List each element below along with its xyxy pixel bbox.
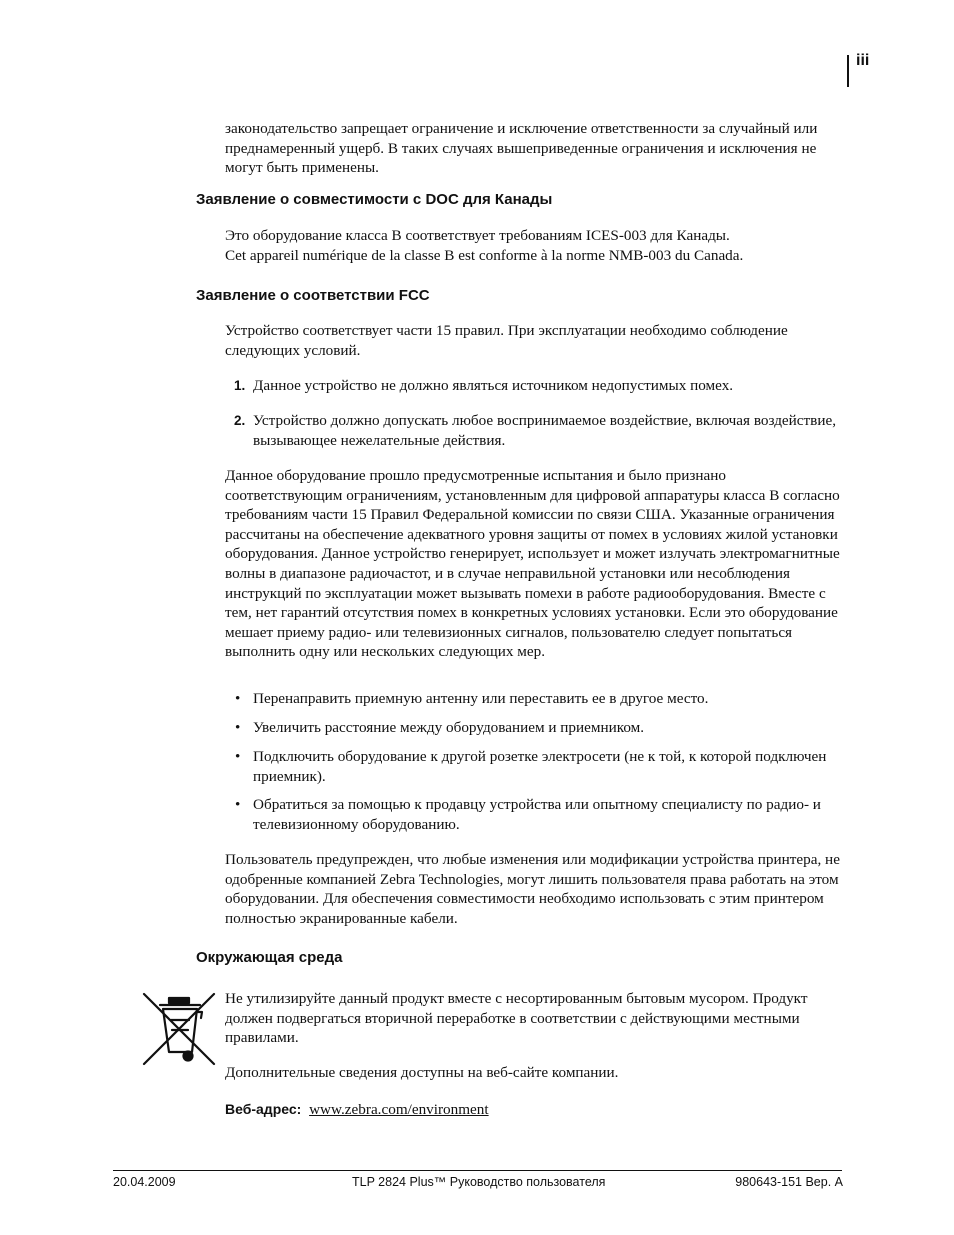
list-item-text: Увеличить расстояние между оборудованием и приемником. [253, 719, 645, 736]
list-number: 1. [234, 378, 246, 393]
doc-canada-heading: Заявление о совместимости с DOC для Канады [196, 191, 553, 208]
fcc-warning: Пользователь предупрежден, что любые изменения или модификации устройства принтера, не одобренные компанией Zebra Technologies, могут лишить пользователя права работать на этом оборудовании. Для обеспечения совместимости необходимо использовать с этим принтером полностью экранированные кабели. [225, 851, 840, 927]
bullet: • [235, 748, 241, 765]
footer-rule [113, 1170, 842, 1171]
fcc-measure-4 [225, 795, 845, 834]
intro-paragraph: законодательство запрещает ограничение и исключение ответственности за случайный или преднамеренный ущерб. В таких случаях вышеприведенные ограничения и исключения не могут быть применены. [225, 120, 818, 177]
fcc-paragraph: Данное оборудование прошло предусмотренные испытания и было признано соответствующим ограничениям, установленным для цифровой аппаратуры класса В согласно требованиям части 15 Правил Федеральной комиссии по связи США. Указанные ограничения рассчитаны на обеспечение адекватного уровня защиты от помех в условиях жилой установки оборудования. Данное устройство генерирует, использует и может излучать электромагнитные волны в диапазоне радиочастот, и в случае неправильной установки или несоблюдения инструкций по эксплуатации может вызывать помехи в работе радиооборудования. Вместе с тем, нет гарантий отсутствия помех в конкретных условиях установки. Если это оборудование мешает приему радио- или телевизионных сигналов, пользователю следует попытаться выполнить одну или нескольких следующих мер. [225, 467, 840, 661]
web-address-link[interactable]: www.zebra.com/environment [309, 1101, 489, 1118]
bullet: • [235, 719, 241, 736]
list-item-text: Подключить оборудование к другой розетке электросети (не к той, к которой подключен приемник). [253, 748, 827, 785]
environment-text: Не утилизируйте данный продукт вместе с несортированным бытовым мусором. Продукт должен подвергаться вторичной переработке в соответствии с действующими местными правилами. [225, 990, 808, 1047]
bullet: • [235, 796, 241, 813]
environment-heading: Окружающая среда [196, 949, 343, 966]
page-number: iii [856, 52, 870, 69]
list-item-text: Данное устройство не должно являться источником недопустимых помех. [253, 377, 734, 394]
environment-more-info: Дополнительные сведения доступны на веб-сайте компании. [225, 1064, 619, 1081]
fcc-measure-3 [225, 747, 845, 786]
list-number: 2. [234, 413, 246, 428]
page-number-divider [847, 55, 849, 87]
footer-title: TLP 2824 Plus™ Руководство пользователя [352, 1175, 606, 1189]
web-address-label: Веб-адрес: [225, 1101, 302, 1117]
fcc-condition-1 [225, 376, 845, 396]
bullet: • [235, 690, 241, 707]
fcc-intro: Устройство соответствует части 15 правил. При эксплуатации необходимо соблюдение следующих условий. [225, 322, 788, 359]
crossed-out-wheelie-bin-icon [140, 990, 218, 1068]
list-item-text: Перенаправить приемную антенну или переставить ее в другое место. [253, 690, 709, 707]
footer-doc-number: 980643-151 Вер. A [735, 1175, 843, 1189]
fcc-measure-2 [225, 718, 845, 738]
doc-canada-line-1: Это оборудование класса В соответствует требованиям ICES-003 для Канады. [225, 227, 730, 244]
fcc-condition-2 [225, 411, 845, 450]
list-item-text: Обратиться за помощью к продавцу устройства или опытному специалисту по радио- и телевизионному оборудованию. [253, 796, 821, 833]
fcc-heading: Заявление о соответствии FCC [196, 287, 430, 304]
web-address-row [225, 1101, 489, 1119]
list-item-text: Устройство должно допускать любое воспринимаемое воздействие, включая воздействие, вызывающее нежелательные действия. [253, 412, 837, 449]
fcc-measure-1 [225, 689, 845, 709]
doc-canada-line-2: Cet appareil numérique de la classe B est conforme à la norme NMB-003 du Canada. [225, 247, 744, 264]
footer-date: 20.04.2009 [113, 1175, 176, 1189]
